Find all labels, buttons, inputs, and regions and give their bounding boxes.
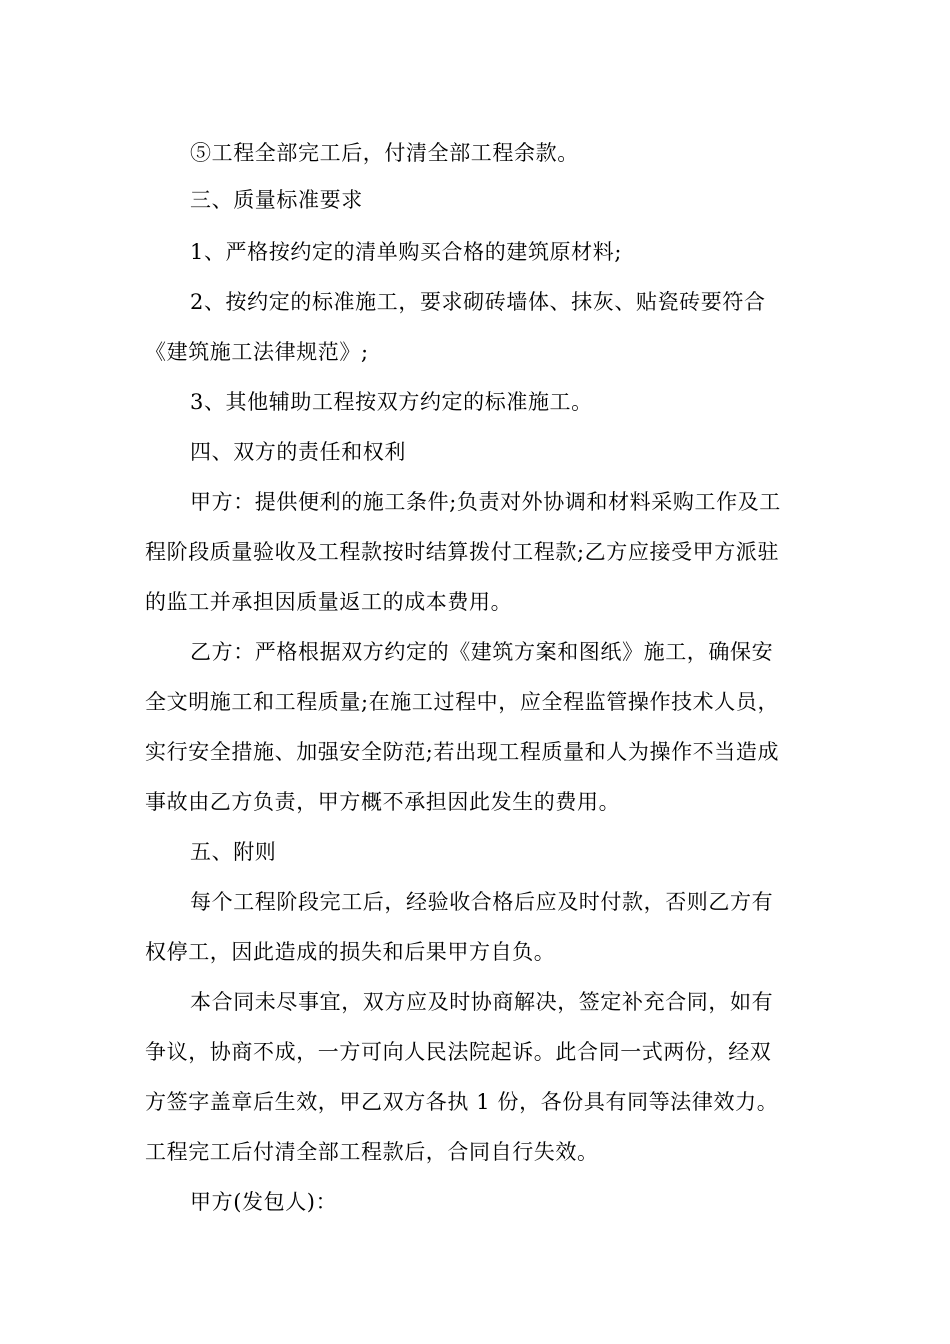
section-heading-quality: 三、质量标准要求 xyxy=(190,188,363,212)
appendix-para-2-line-3: 方签字盖章后生效，甲乙双方各执 1 份，各份具有同等法律效力。 xyxy=(145,1090,779,1114)
quality-item-2-line-1: 2、按约定的标准施工，要求砌砖墙体、抹灰、贴瓷砖要符合 xyxy=(190,290,766,314)
party-a-duties-line-1: 甲方：提供便利的施工条件;负责对外协调和材料采购工作及工 xyxy=(190,490,781,514)
party-a-duties-line-2: 程阶段质量验收及工程款按时结算拨付工程款;乙方应接受甲方派驻 xyxy=(145,540,780,564)
appendix-para-2-line-2: 争议，协商不成，一方可向人民法院起诉。此合同一式两份，经双 xyxy=(145,1040,772,1064)
party-b-duties-line-3: 实行安全措施、加强安全防范;若出现工程质量和人为操作不当造成 xyxy=(145,740,780,764)
party-b-duties-line-2: 全文明施工和工程质量;在施工过程中，应全程监管操作技术人员， xyxy=(145,690,780,714)
quality-item-2-line-2: 《建筑施工法律规范》; xyxy=(145,340,369,364)
section-heading-appendix: 五、附则 xyxy=(190,840,277,864)
party-b-duties-line-1: 乙方：严格根据双方约定的《建筑方案和图纸》施工，确保安 xyxy=(190,640,774,664)
party-a-signature-label: 甲方(发包人)： xyxy=(190,1190,338,1214)
party-b-duties-line-4: 事故由乙方负责，甲方概不承担因此发生的费用。 xyxy=(145,790,621,814)
payment-item-5: ⑤工程全部完工后，付清全部工程余款。 xyxy=(190,141,579,165)
quality-item-1: 1、严格按约定的清单购买合格的建筑原材料; xyxy=(190,240,623,264)
appendix-para-1-line-2: 权停工，因此造成的损失和后果甲方自负。 xyxy=(145,940,556,964)
party-a-duties-line-3: 的监工并承担因质量返工的成本费用。 xyxy=(145,590,513,614)
quality-item-3: 3、其他辅助工程按双方约定的标准施工。 xyxy=(190,390,593,414)
appendix-para-2-line-4: 工程完工后付清全部工程款后，合同自行失效。 xyxy=(145,1140,599,1164)
appendix-para-2-line-1: 本合同未尽事宜，双方应及时协商解决，签定补充合同，如有 xyxy=(190,990,774,1014)
section-heading-responsibilities: 四、双方的责任和权利 xyxy=(190,440,406,464)
appendix-para-1-line-1: 每个工程阶段完工后，经验收合格后应及时付款，否则乙方有 xyxy=(190,890,774,914)
